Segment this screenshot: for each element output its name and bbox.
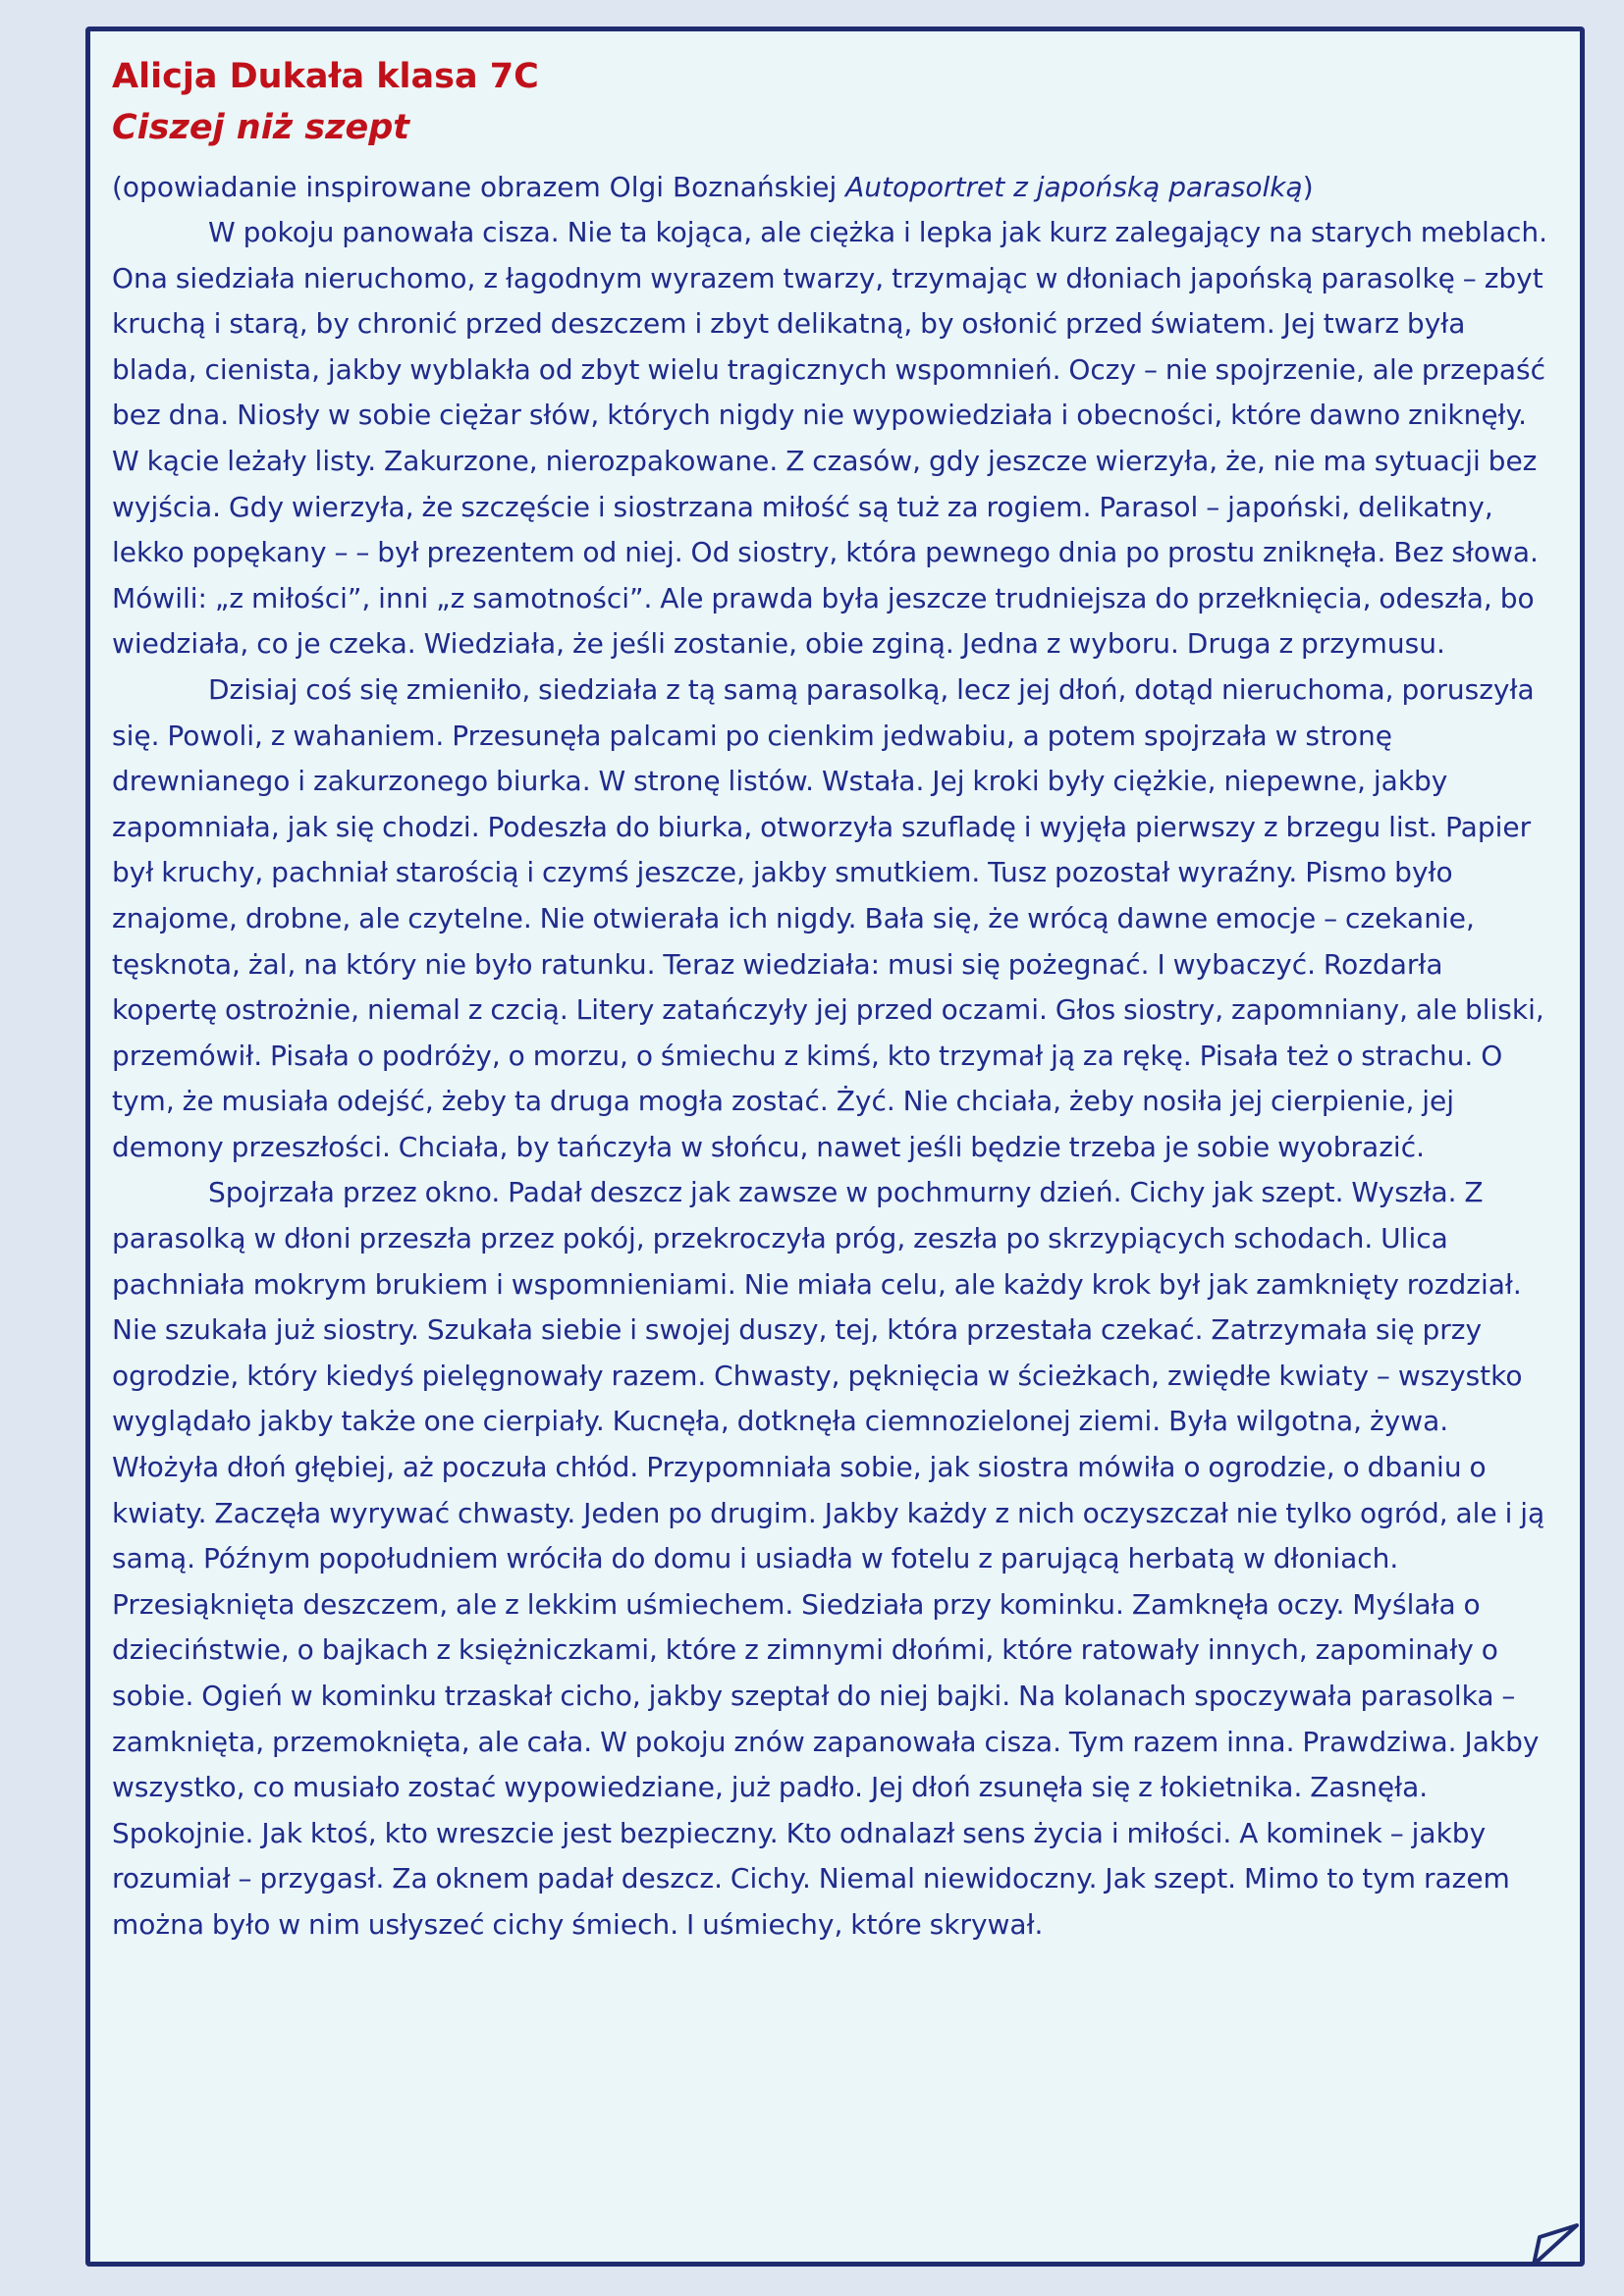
story-title: Ciszej niż szept <box>112 108 410 147</box>
story-paragraph-3: Spojrzała przez okno. Padał deszcz jak zawsze w pochmurny dzień. Cichy jak szept. Wyszła. Z parasolką w dłoni przeszła przez pokój, przekroczyła próg, zeszła po skrzypiących schodach. Ulica pachniała mokrym brukiem i wspomnieniami. Nie miała celu, ale każdy krok był jak zamknięty rozdział. Nie szukała już siostry. Szukała siebie i swojej duszy, tej, która przestała czekać. Zatrzymała się przy ogrodzie, który kiedyś pielęgnowały razem. Chwasty, pęknięcia w ścieżkach, zwiędłe kwiaty – wszystko wyglądało jakby także one cierpiały. Kucnęła, dotknęła ciemnozielonej ziemi. Była wilgotna, żywa. Włożyła dłoń głębiej, aż poczuła chłód. Przypomniała sobie, jak siostra mówiła o ogrodzie, o dbaniu o kwiaty. Zaczęła wyrywać chwasty. Jeden po drugim. Jakby każdy z nich oczyszczał nie tylko ogród, ale i ją samą. Późnym popołudniem wróciła do domu i usiadła w fotelu z parującą herbatą w dłoniach. Przesiąknięta deszczem, ale z lekkim uśmiechem. Siedziała przy kominku. Zamknęła oczy. Myślała o dzieciństwie, o bajkach z księżniczkami, które z zimnymi dłońmi, które ratowały innych, zapominały o sobie. Ogień w kominku trzaskał cicho, jakby szeptał do niej bajki. Na kolanach spoczywała parasolka – zamknięta, przemoknięta, ale cała. W pokoju znów zapanowała cisza. Tym razem inna. Prawdziwa. Jakby wszystko, co musiało zostać wypowiedziane, już padło. Jej dłoń zsunęła się z łokietnika. Zasnęła. Spokojnie. Jak ktoś, kto wreszcie jest bezpieczny. Kto odnalazł sens życia i miłości. A kominek – jakby rozumiał – przygasł. Za oknem padał deszcz. Cichy. Niemal niewidoczny. Jak szept. Mimo to tym razem można było w nim usłyszeć cichy śmiech. I uśmiechy, które skrywał. <box>112 1176 1545 1941</box>
document-sheet <box>85 27 1585 2267</box>
author-heading: Alicja Dukała klasa 7C <box>112 57 539 96</box>
story-paragraph-1: W pokoju panowała cisza. Nie ta kojąca, ale ciężka i lepka jak kurz zalegający na starych meblach. Ona siedziała nieruchomo, z łagodnym wyrazem twarzy, trzymając w dłoniach japońską parasolkę – zbyt kruchą i starą, by chronić przed deszczem i zbyt delikatną, by osłonić przed światem. Jej twarz była blada, cienista, jakby wyblakła od zbyt wielu tragicznych wspomnień. Oczy – nie spojrzenie, ale przepaść bez dna. Niosły w sobie ciężar słów, których nigdy nie wypowiedziała i obecności, które dawno zniknęły. W kącie leżały listy. Zakurzone, nierozpakowane. Z czasów, gdy jeszcze wierzyła, że, nie ma sytuacji bez wyjścia. Gdy wierzyła, że szczęście i siostrzana miłość są tuż za rogiem. Parasol – japoński, delikatny, lekko popękany – – był prezentem od niej. Od siostry, która pewnego dnia po prostu zniknęła. Bez słowa. Mówili: „z miłości”, inni „z samotności”. Ale prawda była jeszcze trudniejsza do przełknięcia, odeszła, bo wiedziała, co je czeka. Wiedziała, że jeśli zostanie, obie zginą. Jedna z wyboru. Druga z przymusu. <box>112 216 1548 661</box>
page-curl-icon <box>1526 2208 1585 2267</box>
story-subtitle <box>112 165 1553 210</box>
subtitle-tail: ) <box>1302 171 1314 203</box>
artwork-title: Autoportret z japońską parasolką <box>845 171 1303 203</box>
story-paragraph-2: Dzisiaj coś się zmieniło, siedziała z tą samą parasolką, lecz jej dłoń, dotąd nieruchoma, poruszyła się. Powoli, z wahaniem. Przesunęła palcami po cienkim jedwabiu, a potem spojrzała w stronę drewnianego i zakurzonego biurka. W stronę listów. Wstała. Jej kroki były ciężkie, niepewne, jakby zapomniała, jak się chodzi. Podeszła do biurka, otworzyła szufladę i wyjęła pierwszy z brzegu list. Papier był kruchy, pachniał starością i czymś jeszcze, jakby smutkiem. Tusz pozostał wyraźny. Pismo było znajome, drobne, ale czytelne. Nie otwierała ich nigdy. Bała się, że wrócą dawne emocje – czekanie, tęsknota, żal, na który nie było ratunku. Teraz wiedziała: musi się pożegnać. I wybaczyć. Rozdarła kopertę ostrożnie, niemal z czcią. Litery zatańczyły jej przed oczami. Głos siostry, zapomniany, ale bliski, przemówił. Pisała o podróży, o morzu, o śmiechu z kimś, kto trzymał ją za rękę. Pisała też o strachu. O tym, że musiała odejść, żeby ta druga mogła zostać. Żyć. Nie chciała, żeby nosiła jej cierpienie, jej demony przeszłości. Chciała, by tańczyła w słońcu, nawet jeśli będzie trzeba je sobie wyobrazić. <box>112 672 1544 1163</box>
document-content <box>112 51 1553 1949</box>
subtitle-lead: (opowiadanie inspirowane obrazem Olgi Boznańskiej <box>112 171 846 203</box>
